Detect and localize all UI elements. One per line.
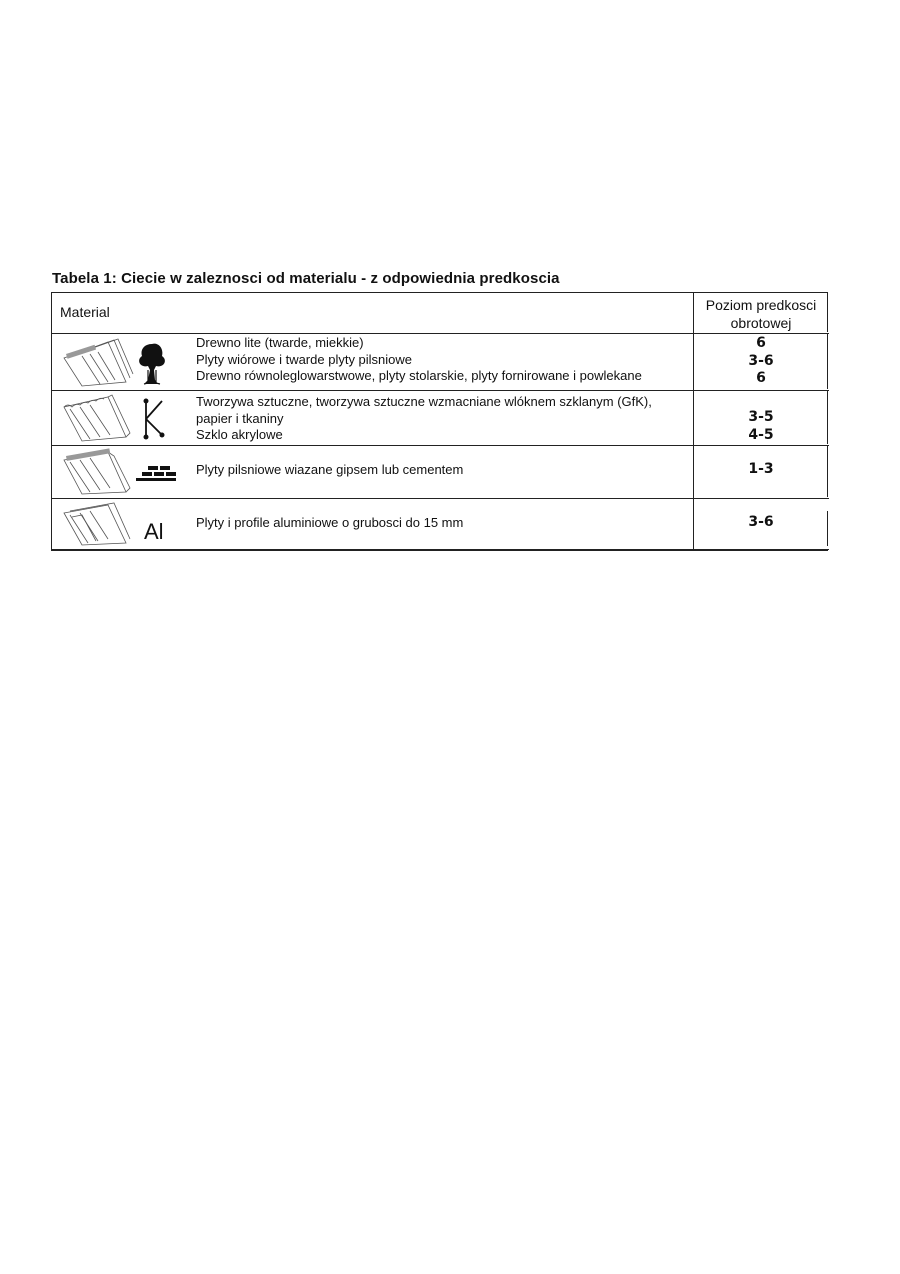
- brick-icon: [60, 448, 178, 501]
- material-item: Tworzywa sztuczne, tworzywa sztuczne wzmacniane wlóknem szklanym (GfK),: [196, 394, 652, 409]
- column-divider: [693, 293, 694, 333]
- table-row: [52, 446, 829, 499]
- row-texts: [196, 515, 463, 532]
- wood-tree-icon: [60, 336, 178, 393]
- plastic-k-icon: [60, 393, 178, 448]
- speed-value: 4-5: [748, 426, 774, 443]
- right-border: [827, 391, 828, 444]
- material-item: Drewno lite (twarde, miekkie): [196, 335, 364, 350]
- table-title: Tabela 1: Ciecie w zaleznosci od materialu - z odpowiednia predkoscia: [52, 270, 560, 287]
- speed-value: 3-6: [748, 514, 774, 530]
- table-row: [52, 391, 829, 446]
- speed-value: 6: [756, 335, 766, 351]
- table-row: [52, 334, 829, 391]
- table-bottom-border: [52, 549, 829, 550]
- header-material: Material: [60, 304, 110, 320]
- material-speed-table: [51, 292, 828, 551]
- header-speed-line1: Poziom predkosci: [705, 297, 817, 313]
- speed-value: 3-6: [748, 352, 774, 369]
- speed-value: 3-5: [748, 409, 774, 425]
- material-item: Plyty wiórowe i twarde plyty pilsniowe: [196, 351, 413, 367]
- material-item: Szklo akrylowe: [196, 427, 283, 442]
- aluminium-al-icon: [60, 501, 178, 552]
- table-header-row: [52, 293, 829, 334]
- table-row: [52, 499, 829, 550]
- row-texts: [196, 335, 642, 385]
- column-divider: [693, 446, 694, 498]
- material-item: papier i tkaniny: [196, 410, 284, 426]
- material-item: Plyty pilsniowe wiazane gipsem lub cementem: [196, 462, 464, 477]
- material-item: Drewno równoleglowarstwowe, plyty stolarskie, plyty fornirowane i powlekane: [196, 368, 642, 383]
- row-speeds: [694, 514, 828, 532]
- column-divider: [693, 334, 694, 390]
- row-speeds: [694, 461, 828, 479]
- row-texts: [196, 394, 652, 444]
- header-speed: [694, 296, 828, 332]
- right-border: [827, 446, 828, 497]
- material-item: Plyty i profile aluminiowe o grubosci do 15 mm: [196, 515, 464, 530]
- header-speed-line2: obrotowej: [730, 315, 792, 331]
- speed-value: 1-3: [748, 461, 774, 477]
- right-border: [827, 293, 828, 332]
- column-divider: [693, 391, 694, 445]
- al-label: Al: [144, 519, 164, 544]
- row-speeds: [694, 335, 828, 388]
- column-divider: [693, 499, 694, 550]
- right-border: [827, 511, 828, 546]
- right-border: [827, 334, 828, 389]
- row-texts: [196, 462, 463, 479]
- speed-value: 6: [756, 370, 766, 386]
- row-speeds: [694, 409, 828, 444]
